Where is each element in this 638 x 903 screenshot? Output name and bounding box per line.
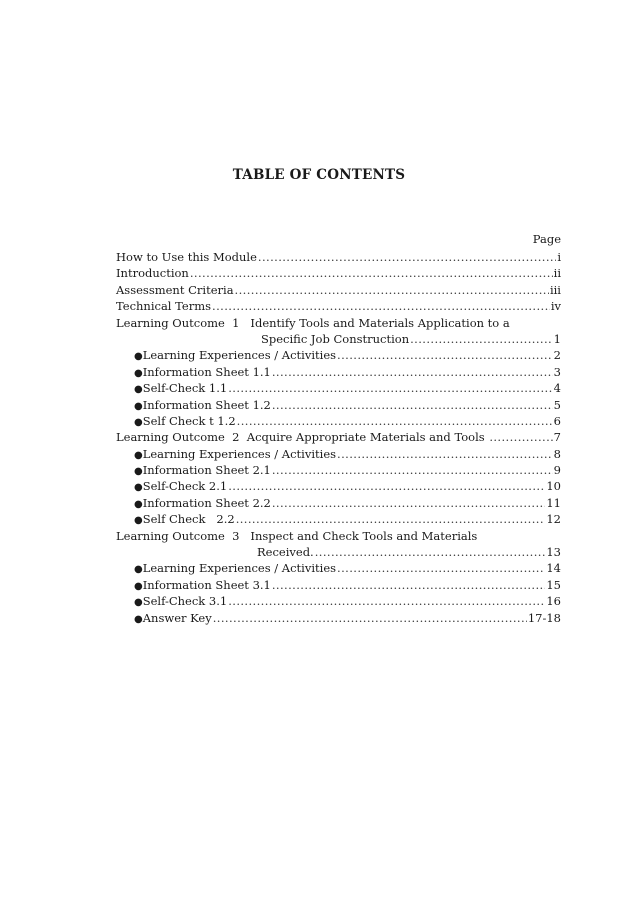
toc-entry-label: Introduction [116,266,189,281]
page-title: TABLE OF CONTENTS [232,167,406,183]
toc-page-number: 11 [546,495,561,510]
bullet-icon: ● [134,400,143,412]
bullet-icon: ● [134,498,143,510]
toc-page-number: 7 [553,430,561,445]
toc-entry[interactable] [116,397,561,413]
toc-page-number: 4 [553,381,561,396]
toc-entry[interactable] [116,265,561,281]
leader-dots [212,298,550,314]
leader-dots [228,478,545,494]
toc-page-number: iii [549,282,561,297]
toc-entry-label: Information Sheet 1.1 [142,364,271,379]
toc-entry-label: Information Sheet 1.2 [142,397,271,412]
toc-page-number: 3 [553,364,561,379]
toc-entry[interactable] [116,462,561,478]
toc-entry[interactable] [116,364,561,380]
page-column-label: Page [532,232,561,246]
bullet-icon: ● [134,416,143,428]
toc-entry[interactable] [116,577,561,593]
bullet-icon: ● [134,384,143,396]
leader-dots [235,282,549,298]
toc-entry[interactable] [116,347,561,363]
toc-entry-label: Learning Experiences / Activities [142,446,337,461]
toc-page-number: 9 [553,463,561,478]
learning-outcome-heading[interactable] [116,315,561,331]
learning-outcome-heading[interactable] [116,429,561,445]
bullet-icon: ● [134,482,143,494]
toc-entry[interactable] [116,380,561,396]
toc-entry-label: Answer Key [142,610,212,625]
toc-page-number: 12 [546,512,561,527]
toc-page-number: i [557,250,561,264]
toc-entry[interactable] [116,446,561,462]
toc-entry-label: Received. [257,545,314,560]
toc-page-number: ii [553,266,561,281]
toc-entry[interactable] [116,282,561,298]
toc-entry[interactable] [116,298,561,314]
leader-dots [236,511,546,527]
bullet-icon: ● [134,515,143,527]
toc-entry-label: Specific Job Construction [261,331,410,346]
toc-page-number: 8 [553,446,561,461]
toc-entry-label: Information Sheet 2.2 [142,495,271,510]
toc-entry-label: Self Check t 1.2 [142,413,236,428]
toc-entry-label: How to Use this Module [116,250,257,264]
toc-entry[interactable] [116,593,561,609]
leader-dots [489,429,552,445]
leader-dots [337,446,553,462]
toc-page-number: 10 [546,479,561,494]
toc-entry[interactable] [116,413,561,429]
leader-dots [272,462,553,478]
toc-page-number: 14 [546,561,561,576]
toc-page-number: 17-18 [527,610,561,625]
toc-entry-label: Learning Experiences / Activities [142,348,337,363]
toc-page-number: 2 [553,348,561,363]
toc-entry[interactable] [116,511,561,527]
leader-dots [337,347,553,363]
toc-entry-label: Learning Experiences / Activities [142,561,337,576]
toc-entry-label: Self Check 2.2 [142,512,235,527]
toc-entry[interactable] [116,495,561,511]
bullet-icon: ● [134,597,143,609]
toc-entry-label: Self-Check 3.1 [142,594,228,609]
bullet-icon: ● [134,449,143,461]
toc-page-number: 16 [546,594,561,609]
toc-entry[interactable] [116,610,561,626]
leader-dots [228,593,545,609]
bullet-icon: ● [134,466,143,478]
toc-page-number: 15 [546,577,561,592]
bullet-icon: ● [134,564,143,576]
leader-dots [272,364,553,380]
leader-dots [315,544,546,560]
toc-entry-label: Self-Check 1.1 [142,381,228,396]
leader-dots [258,249,556,265]
toc-entry-label: Assessment Criteria [116,282,234,297]
toc-entry[interactable] [116,478,561,494]
toc-entry[interactable] [116,544,561,560]
table-of-contents [116,249,561,626]
toc-page-number: 5 [553,397,561,412]
toc-entry[interactable] [116,331,561,347]
toc-entry-label: Self-Check 2.1 [142,479,228,494]
toc-entry-label: Information Sheet 3.1 [142,577,271,592]
toc-entry-label: Technical Terms [116,299,212,314]
toc-entry[interactable] [116,560,561,576]
learning-outcome-heading[interactable] [116,528,561,544]
leader-dots [337,560,545,576]
leader-dots [410,331,553,347]
toc-entry-label: Learning Outcome 1 Identify Tools and Materials Application to a [116,315,510,330]
toc-page-number: 1 [553,331,561,346]
leader-dots [190,265,553,281]
toc-page-number: 13 [546,545,561,560]
bullet-icon: ● [134,351,143,363]
leader-dots [213,610,527,626]
toc-entry-label: Information Sheet 2.1 [142,463,271,478]
toc-page-number: iv [550,299,561,314]
leader-dots [272,397,553,413]
leader-dots [237,413,553,429]
bullet-icon: ● [134,367,143,379]
leader-dots [272,495,545,511]
toc-entry-label: Learning Outcome 2 Acquire Appropriate Materials and Tools [116,430,489,445]
bullet-icon: ● [134,613,143,625]
toc-entry-label: Learning Outcome 3 Inspect and Check Tools and Materials [116,528,478,543]
leader-dots [272,577,545,593]
bullet-icon: ● [134,580,143,592]
toc-page-number: 6 [553,413,561,428]
leader-dots [228,380,552,396]
toc-entry[interactable] [116,249,561,265]
